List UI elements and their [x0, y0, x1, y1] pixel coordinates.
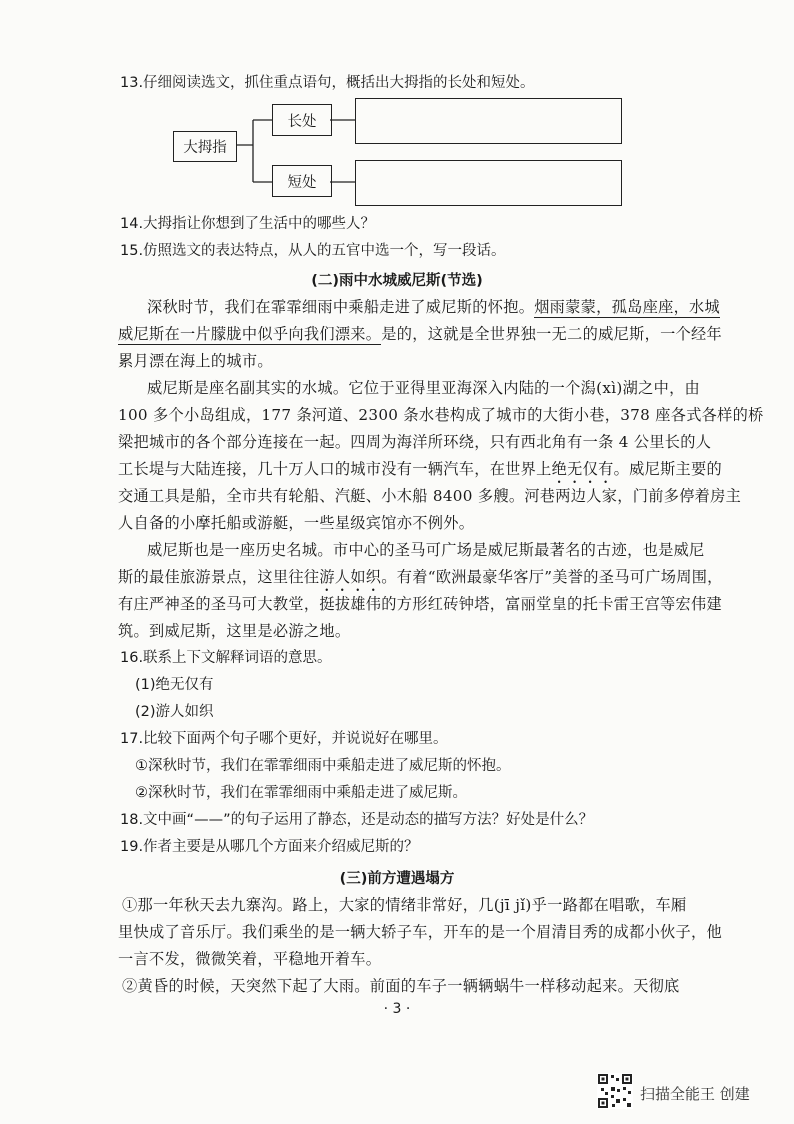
qr-code-icon: [597, 1073, 633, 1109]
question-16-1: (1)绝无仅有: [135, 677, 214, 693]
passage-2-line: 筑。到威尼斯，这里是必游之地。: [118, 622, 351, 640]
passage-text: 斯的最佳旅游景点，这里往往: [118, 568, 320, 586]
passage-2-line: 威尼斯也是一座历史名城。市中心的圣马可广场是威尼斯最著名的古迹，也是威尼: [147, 541, 705, 559]
diagram-branch-weaknesses-label: 短处: [287, 174, 317, 191]
passage-2-line: 梁把城市的各个部分连接在一起。四周为海洋所环绕，只有西北角有一条 4 公里长的人: [118, 433, 712, 451]
diagram-root-box: [173, 131, 237, 162]
section-3-title: (三)前方遭遇塌方: [339, 871, 455, 887]
diagram-root-label: 大拇指: [183, 140, 227, 156]
question-19: 19.作者主要是从哪几个方面来介绍威尼斯的？: [120, 839, 419, 855]
passage-text: 深秋时节，我们在霏霏细雨中乘船走进了威尼斯的怀抱。: [147, 298, 535, 316]
passage-text: 是的，这就是全世界独一无二的威尼斯，一个经年: [381, 325, 723, 343]
question-18: 18.文中画“——”的句子运用了静态，还是动态的描写方法？好处是什么？: [120, 812, 594, 828]
passage-2-line: 累月漂在海上的城市。: [118, 352, 273, 370]
section-2-title: (二)雨中水城威尼斯(节选): [311, 273, 483, 289]
passage-3-line: ②黄昏的时候，天突然下起了大雨。前面的车子一辆辆蜗牛一样移动起来。天彻底: [122, 977, 680, 995]
emphasis-dotted-word: 绝无仅有: [551, 460, 614, 478]
footer-watermark: 扫描全能王 创建: [640, 1085, 750, 1103]
passage-3-line: 一言不发，微微笑着，平稳地开着车。: [118, 950, 382, 968]
passage-2-line: 有庄严神圣的圣马可大教堂，挺拔雄伟的方形红砖钟塔，富丽堂皇的托卡雷王宫等宏伟建: [118, 595, 723, 613]
diagram-branch-strengths-label: 长处: [287, 113, 317, 130]
answer-box-strengths[interactable]: [355, 98, 622, 144]
question-15: 15.仿照选文的表达特点，从人的五官中选一个，写一段话。: [120, 243, 506, 259]
passage-text: 。威尼斯主要的: [613, 460, 723, 478]
question-17: 17.比较下面两个句子哪个更好，并说说好在哪里。: [120, 731, 448, 747]
passage-2-line: [118, 567, 723, 595]
passage-text: 工长堤与大陆连接，几十万人口的城市没有一辆汽车，在世界上: [118, 460, 552, 478]
passage-2-line: [147, 297, 720, 317]
question-17-option-1: ①深秋时节，我们在霏霏细雨中乘船走进了威尼斯的怀抱。: [135, 758, 511, 774]
question-13: 13.仔细阅读选文，抓住重点语句，概括出大拇指的长处和短处。: [120, 75, 535, 91]
passage-2-line: 100 多个小岛组成，177 条河道、2300 条水巷构成了城市的大街小巷，378 座各式各样的桥: [118, 406, 764, 424]
passage-3-line: ①那一年秋天去九寨沟。路上，大家的情绪非常好，几(jī jǐ)乎一路都在唱歌，车厢: [122, 896, 687, 914]
question-14: 14.大拇指让你想到了生活中的哪些人？: [120, 216, 376, 232]
answer-box-weaknesses[interactable]: [355, 160, 622, 206]
passage-text: 。有着“欧洲最豪华客厅”美誉的圣马可广场周围，: [381, 568, 723, 586]
question-16: 16.联系上下文解释词语的意思。: [120, 650, 332, 666]
question-16-2: (2)游人如织: [135, 704, 214, 720]
passage-3-line: 里快成了音乐厅。我们乘坐的是一辆大轿子车，开车的是一个眉清目秀的成都小伙子，他: [118, 923, 723, 941]
passage-2-line: 交通工具是船，全市共有轮船、汽艇、小木船 8400 多艘。河巷两边人家，门前多停着房主: [118, 487, 742, 505]
diagram-branch-strengths: [272, 104, 332, 136]
passage-2-line: [118, 459, 722, 487]
passage-2-line: 威尼斯是座名副其实的水城。它位于亚得里亚海深入内陆的一个潟(xì)湖之中，由: [147, 379, 701, 397]
question-17-option-2: ②深秋时节，我们在霏霏细雨中乘船走进了威尼斯。: [135, 785, 467, 801]
underlined-sentence: 威尼斯在一片朦胧中似乎向我们漂来。: [118, 325, 382, 343]
passage-2-line: [118, 324, 722, 344]
page-number: · 3 ·: [383, 1001, 411, 1017]
emphasis-dotted-word: 游人如织: [319, 568, 382, 586]
passage-2-line: 人自备的小摩托船或游艇，一些星级宾馆亦不例外。: [118, 514, 475, 532]
diagram-branch-weaknesses: [272, 165, 332, 197]
underlined-sentence: 烟雨蒙蒙，孤岛座座，水城: [534, 298, 721, 316]
